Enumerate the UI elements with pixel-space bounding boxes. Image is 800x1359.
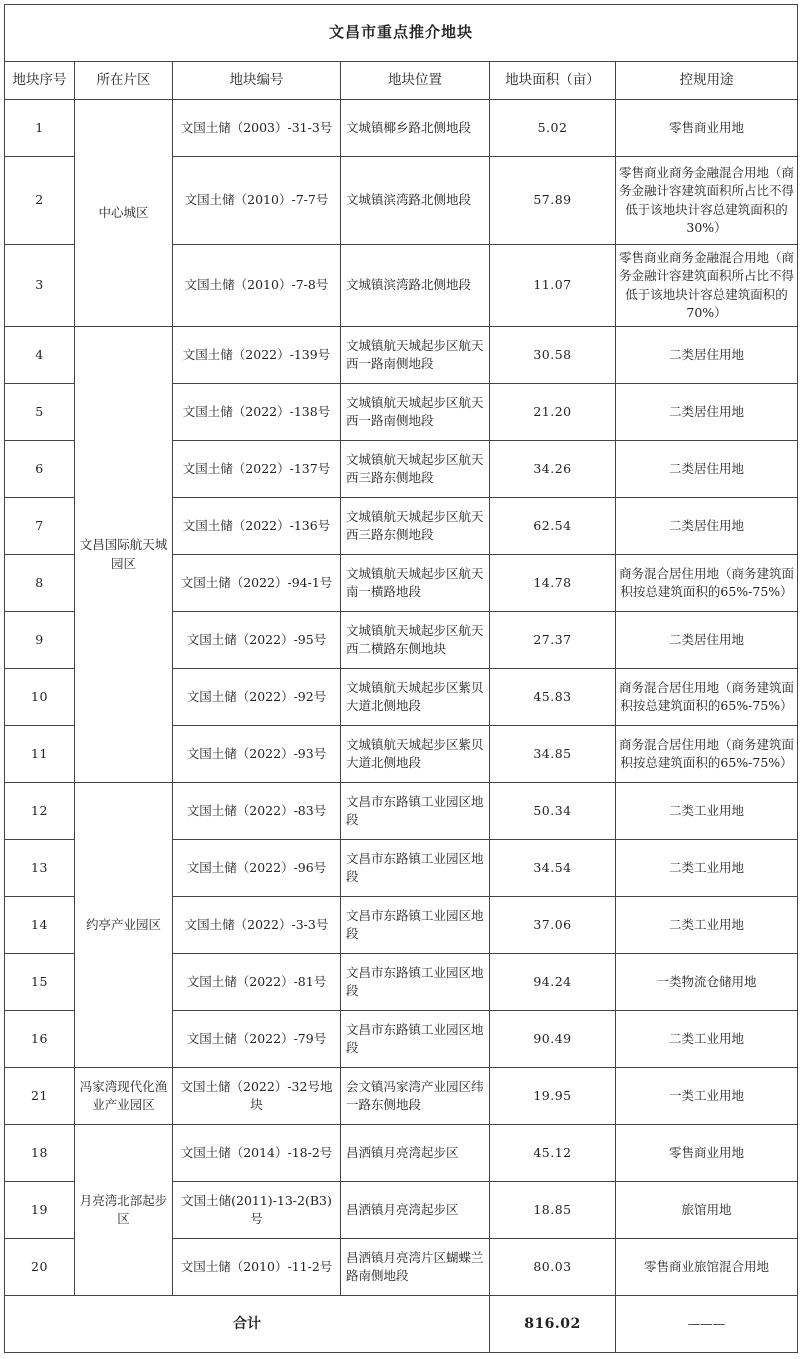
cell-code: 文国土储（2022）-83号 [173, 783, 341, 840]
cell-zone: 约亭产业园区 [75, 783, 173, 1068]
cell-seq: 11 [5, 726, 75, 783]
cell-area: 34.54 [490, 840, 616, 897]
cell-location: 文城镇航天城起步区航天西三路东侧地段 [341, 441, 490, 498]
cell-use: 二类居住用地 [616, 384, 798, 441]
cell-use: 零售商业用地 [616, 1125, 798, 1182]
cell-seq: 8 [5, 555, 75, 612]
cell-seq: 4 [5, 327, 75, 384]
cell-use: 零售商业用地 [616, 100, 798, 157]
cell-code: 文国土储（2003）-31-3号 [173, 100, 341, 157]
cell-location: 文城镇航天城起步区紫贝大道北侧地段 [341, 726, 490, 783]
cell-use: 一类物流仓储用地 [616, 954, 798, 1011]
table-row [5, 783, 798, 840]
cell-location: 文城镇航天城起步区紫贝大道北侧地段 [341, 669, 490, 726]
cell-use: 商务混合居住用地（商务建筑面积按总建筑面积的65%-75%） [616, 726, 798, 783]
cell-code: 文国土储（2022）-139号 [173, 327, 341, 384]
cell-area: 37.06 [490, 897, 616, 954]
cell-use: 旅馆用地 [616, 1182, 798, 1239]
cell-code: 文国土储（2022）-138号 [173, 384, 341, 441]
cell-code: 文国土储（2022）-81号 [173, 954, 341, 1011]
cell-code: 文国土储（2022）-137号 [173, 441, 341, 498]
land-parcel-table [4, 4, 798, 1353]
cell-seq: 19 [5, 1182, 75, 1239]
cell-location: 文昌市东路镇工业园区地段 [341, 897, 490, 954]
cell-area: 50.34 [490, 783, 616, 840]
cell-use: 二类居住用地 [616, 612, 798, 669]
cell-seq: 14 [5, 897, 75, 954]
cell-location: 文城镇航天城起步区航天南一横路地段 [341, 555, 490, 612]
cell-seq: 10 [5, 669, 75, 726]
cell-use: 二类居住用地 [616, 327, 798, 384]
table-body [5, 100, 798, 1296]
cell-code: 文国土储（2022）-96号 [173, 840, 341, 897]
cell-use: 零售商业商务金融混合用地（商务金融计容建筑面积所占比不得低于该地块计容总建筑面积的30%） [616, 157, 798, 245]
cell-code: 文国土储（2022）-3-3号 [173, 897, 341, 954]
cell-code: 文国土储（2010）-11-2号 [173, 1239, 341, 1296]
table-title: 文昌市重点推介地块 [5, 5, 798, 62]
cell-code: 文国土储（2022）-95号 [173, 612, 341, 669]
cell-seq: 21 [5, 1068, 75, 1125]
table-row [5, 1125, 798, 1182]
cell-location: 文城镇滨湾路北侧地段 [341, 245, 490, 327]
document-page [4, 4, 798, 1353]
cell-code: 文国土储（2022）-93号 [173, 726, 341, 783]
header-code: 地块编号 [173, 62, 341, 100]
cell-seq: 3 [5, 245, 75, 327]
cell-location: 文城镇航天城起步区航天西三路东侧地段 [341, 498, 490, 555]
total-row [5, 1296, 798, 1353]
cell-code: 文国土储（2014）-18-2号 [173, 1125, 341, 1182]
cell-use: 二类工业用地 [616, 897, 798, 954]
table-row [5, 327, 798, 384]
header-zone: 所在片区 [75, 62, 173, 100]
cell-code: 文国土储（2022）-94-1号 [173, 555, 341, 612]
cell-area: 5.02 [490, 100, 616, 157]
cell-area: 34.26 [490, 441, 616, 498]
cell-use: 二类工业用地 [616, 1011, 798, 1068]
cell-use: 一类工业用地 [616, 1068, 798, 1125]
cell-zone: 月亮湾北部起步区 [75, 1125, 173, 1296]
cell-location: 会文镇冯家湾产业园区纬一路东侧地段 [341, 1068, 490, 1125]
header-seq: 地块序号 [5, 62, 75, 100]
cell-zone: 文昌国际航天城园区 [75, 327, 173, 783]
cell-code: 文国土储（2010）-7-7号 [173, 157, 341, 245]
cell-code: 文国土储（2022）-32号地块 [173, 1068, 341, 1125]
header-area: 地块面积（亩） [490, 62, 616, 100]
table-row [5, 100, 798, 157]
cell-location: 昌洒镇月亮湾起步区 [341, 1125, 490, 1182]
cell-seq: 16 [5, 1011, 75, 1068]
table-row [5, 1068, 798, 1125]
cell-use: 二类工业用地 [616, 840, 798, 897]
cell-seq: 2 [5, 157, 75, 245]
cell-location: 文城镇滨湾路北侧地段 [341, 157, 490, 245]
cell-area: 94.24 [490, 954, 616, 1011]
cell-seq: 15 [5, 954, 75, 1011]
cell-area: 11.07 [490, 245, 616, 327]
cell-location: 文城镇航天城起步区航天西一路南侧地段 [341, 327, 490, 384]
cell-use: 二类工业用地 [616, 783, 798, 840]
cell-location: 文城镇航天城起步区航天西一路南侧地段 [341, 384, 490, 441]
total-area: 816.02 [490, 1296, 616, 1353]
cell-code: 文国土储(2011)-13-2(B3)号 [173, 1182, 341, 1239]
cell-location: 昌洒镇月亮湾片区蝴蝶兰路南侧地段 [341, 1239, 490, 1296]
total-use: ——— [616, 1296, 798, 1353]
cell-area: 57.89 [490, 157, 616, 245]
cell-zone: 冯家湾现代化渔业产业园区 [75, 1068, 173, 1125]
cell-area: 90.49 [490, 1011, 616, 1068]
cell-area: 80.03 [490, 1239, 616, 1296]
total-label: 合计 [5, 1296, 490, 1353]
cell-seq: 9 [5, 612, 75, 669]
cell-area: 45.83 [490, 669, 616, 726]
cell-area: 18.85 [490, 1182, 616, 1239]
header-use: 控规用途 [616, 62, 798, 100]
cell-seq: 7 [5, 498, 75, 555]
cell-use: 商务混合居住用地（商务建筑面积按总建筑面积的65%-75%） [616, 555, 798, 612]
cell-location: 文昌市东路镇工业园区地段 [341, 840, 490, 897]
cell-seq: 5 [5, 384, 75, 441]
cell-area: 45.12 [490, 1125, 616, 1182]
cell-area: 21.20 [490, 384, 616, 441]
cell-seq: 20 [5, 1239, 75, 1296]
cell-location: 文昌市东路镇工业园区地段 [341, 783, 490, 840]
cell-code: 文国土储（2022）-136号 [173, 498, 341, 555]
cell-use: 零售商业旅馆混合用地 [616, 1239, 798, 1296]
cell-location: 文城镇椰乡路北侧地段 [341, 100, 490, 157]
cell-seq: 18 [5, 1125, 75, 1182]
header-location: 地块位置 [341, 62, 490, 100]
cell-area: 34.85 [490, 726, 616, 783]
cell-seq: 6 [5, 441, 75, 498]
cell-code: 文国土储（2010）-7-8号 [173, 245, 341, 327]
cell-seq: 1 [5, 100, 75, 157]
cell-location: 文昌市东路镇工业园区地段 [341, 1011, 490, 1068]
cell-area: 14.78 [490, 555, 616, 612]
cell-area: 19.95 [490, 1068, 616, 1125]
cell-zone: 中心城区 [75, 100, 173, 327]
cell-use: 商务混合居住用地（商务建筑面积按总建筑面积的65%-75%） [616, 669, 798, 726]
cell-use: 二类居住用地 [616, 498, 798, 555]
cell-code: 文国土储（2022）-92号 [173, 669, 341, 726]
cell-location: 文城镇航天城起步区航天西二横路东侧地块 [341, 612, 490, 669]
cell-seq: 12 [5, 783, 75, 840]
cell-code: 文国土储（2022）-79号 [173, 1011, 341, 1068]
cell-area: 62.54 [490, 498, 616, 555]
cell-area: 30.58 [490, 327, 616, 384]
cell-use: 零售商业商务金融混合用地（商务金融计容建筑面积所占比不得低于该地块计容总建筑面积的70%） [616, 245, 798, 327]
cell-use: 二类居住用地 [616, 441, 798, 498]
cell-location: 昌洒镇月亮湾起步区 [341, 1182, 490, 1239]
cell-location: 文昌市东路镇工业园区地段 [341, 954, 490, 1011]
cell-area: 27.37 [490, 612, 616, 669]
cell-seq: 13 [5, 840, 75, 897]
